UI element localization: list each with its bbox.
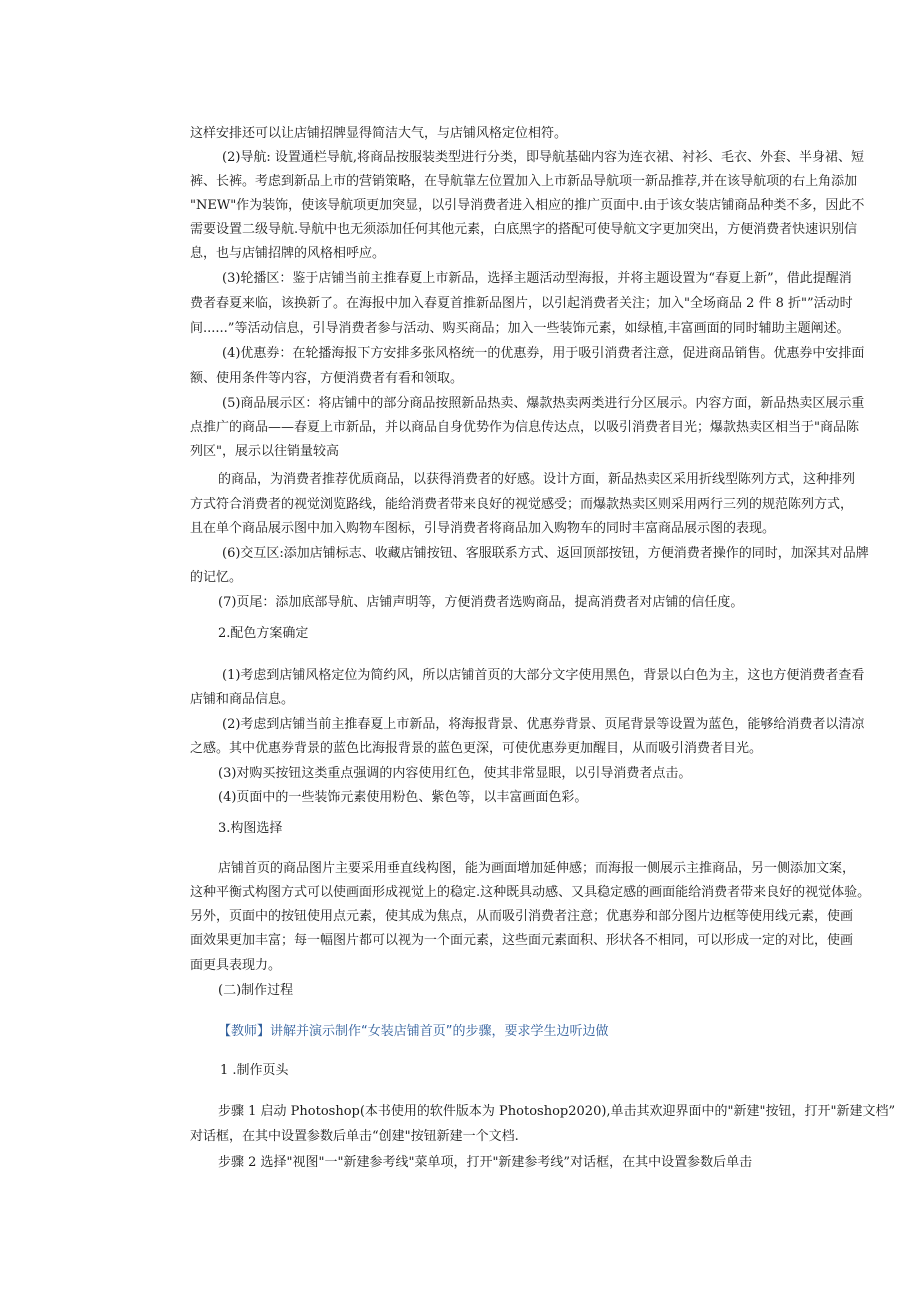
step-line: 步骤 2 选择"视图"一"新建参考线"菜单项，打开"新建参考线”对话框，在其中设置参数后单击 bbox=[218, 1155, 753, 1170]
paragraph-line: "NEW"作为装饰，使该导航项更加突显，以引导消费者进入相应的推广页面中.由于该女装店铺商品种类不多，因此不 bbox=[190, 198, 865, 213]
paragraph-line: (4)页面中的一些装饰元素使用粉色、紫色等，以丰富画面色彩。 bbox=[218, 790, 588, 805]
paragraph-line: 的记忆。 bbox=[190, 570, 243, 585]
section-heading-color-scheme: 2.配色方案确定 bbox=[218, 626, 309, 641]
paragraph-line: 方式符合消费者的视觉浏览路线，能给消费者带来良好的视觉感受；而爆款热卖区则采用两行三列的规范陈列方式， bbox=[190, 497, 854, 512]
paragraph-line: 点推广的商品——春夏上市新品，并以商品自身优势作为信息传达点，以吸引消费者目光；爆款热卖区相当于"商品陈 bbox=[190, 420, 859, 435]
step-line: 步骤 1 启动 Photoshop(本书使用的软件版本为 Photoshop2020),单击其欢迎界面中的"新建"按钮，打开"新建文档” bbox=[218, 1104, 896, 1119]
paragraph-line: 面更具表现力。 bbox=[190, 958, 282, 973]
paragraph-line: 这样安排还可以让店铺招牌显得简洁大气，与店铺风格定位相符。 bbox=[190, 126, 568, 141]
step-line: 对话框，在其中设置参数后单击“创建"按钮新建一个文档. bbox=[190, 1129, 519, 1144]
paragraph-line: 额、使用条件等内容，方便消费者有看和领取。 bbox=[190, 371, 464, 386]
paragraph-line-carousel: (3)轮播区：鉴于店铺当前主推春夏上市新品，选择主题活动型海报，并将主题设置为“春夏上新”，借此提醒消 bbox=[222, 271, 852, 286]
paragraph-line: 且在单个商品展示图中加入购物车图标，引导消费者将商品加入购物车的同时丰富商品展示图的表现。 bbox=[190, 521, 776, 536]
paragraph-line-product-area: (5)商品展示区：将店铺中的部分商品按照新品热卖、爆款热卖两类进行分区展示。内容方面，新品热卖区展示重 bbox=[222, 396, 865, 411]
paragraph-line: 费者春夏来临，该换新了。在海报中加入春夏首推新品图片，以引起消费者关注；加入"全场商品 2 件 8 折"”活动时 bbox=[190, 296, 853, 311]
paragraph-line: 店铺和商品信息。 bbox=[190, 692, 295, 707]
paragraph-line: 这种平衡式构图方式可以使画面形成视觉上的稳定.这种既具动感、又具稳定感的画面能给消费者带来良好的视觉体验。 bbox=[190, 885, 871, 900]
paragraph-line: 裤、长裤。考虑到新品上市的营销策略，在导航靠左位置加入上市新品导航项一新品推荐,并在该导航项的右上角添加 bbox=[190, 174, 858, 189]
paragraph-line-nav: (2)导航: 设置通栏导航,将商品按服装类型进行分类，即导航基础内容为连衣裙、衬衫、毛衣、外套、半身裙、短 bbox=[222, 150, 865, 165]
paragraph-line: 之感。其中优惠券背景的蓝色比海报背景的蓝色更深，可使优惠券更加醒目，从而吸引消费者目光。 bbox=[190, 741, 763, 756]
paragraph-line: 的商品，为消费者推荐优质商品，以获得消费者的好感。设计方面，新品热卖区采用折线型陈列方式，这种排列 bbox=[218, 472, 856, 487]
paragraph-line: (2)考虑到店铺当前主推春夏上市新品，将海报背景、优惠券背景、页尾背景等设置为蓝色，能够给消费者以清凉 bbox=[222, 717, 865, 732]
teacher-note: 【教师】讲解并演示制作“女装店铺首页”的步骤，要求学生边听边做 bbox=[218, 1024, 609, 1039]
step-heading-make-header: 1 .制作页头 bbox=[220, 1063, 289, 1078]
paragraph-line: 列区"，展示以往销量较高 bbox=[190, 444, 339, 459]
paragraph-line: 息，也与店铺招牌的风格相呼应。 bbox=[190, 246, 386, 261]
paragraph-line: (1)考虑到店铺风格定位为简约风，所以店铺首页的大部分文字使用黑色，背景以白色为主，这也方便消费者查看 bbox=[222, 668, 865, 683]
paragraph-line-interaction: (6)交互区:添加店铺标志、收藏店铺按钮、客服联系方式、返回顶部按钮，方便消费者操作的同时，加深其对品牌 bbox=[222, 546, 869, 561]
paragraph-line-footer: (7)页尾：添加底部导航、店铺声明等，方便消费者选购商品，提高消费者对店铺的信任度。 bbox=[218, 595, 744, 610]
paragraph-line: 店铺首页的商品图片主要采用垂直线构图，能为画面增加延伸感；而海报一侧展示主推商品，另一侧添加文案， bbox=[218, 861, 856, 876]
paragraph-line: 间......”等活动信息，引导消费者参与活动、购买商品；加入一些装饰元素，如绿植,丰富画面的同时辅助主题阐述。 bbox=[190, 321, 850, 336]
paragraph-line: 面效果更加丰富；每一幅图片都可以视为一个面元素，这些面元素面积、形状各不相同，可以形成一定的对比，使画 bbox=[190, 933, 854, 948]
section-heading-composition: 3.构图选择 bbox=[218, 821, 283, 836]
section-heading-production-process: (二)制作过程 bbox=[218, 983, 294, 998]
paragraph-line-coupon: (4)优惠券：在轮播海报下方安排多张风格统一的优惠券，用于吸引消费者注意，促进商品销售。优惠券中安排面 bbox=[222, 346, 865, 361]
paragraph-line: 需要设置二级导航.导航中也无须添加任何其他元素，白底黑字的搭配可使导航文字更加突出，方便消费者快速识别信 bbox=[190, 222, 858, 237]
paragraph-line: (3)对购买按钮这类重点强调的内容使用红色，使其非常显眼，以引导消费者点击。 bbox=[218, 766, 692, 781]
paragraph-line: 另外，页面中的按钮使用点元素，使其成为焦点，从而吸引消费者注意；优惠券和部分图片边框等使用线元素，使画 bbox=[190, 909, 854, 924]
